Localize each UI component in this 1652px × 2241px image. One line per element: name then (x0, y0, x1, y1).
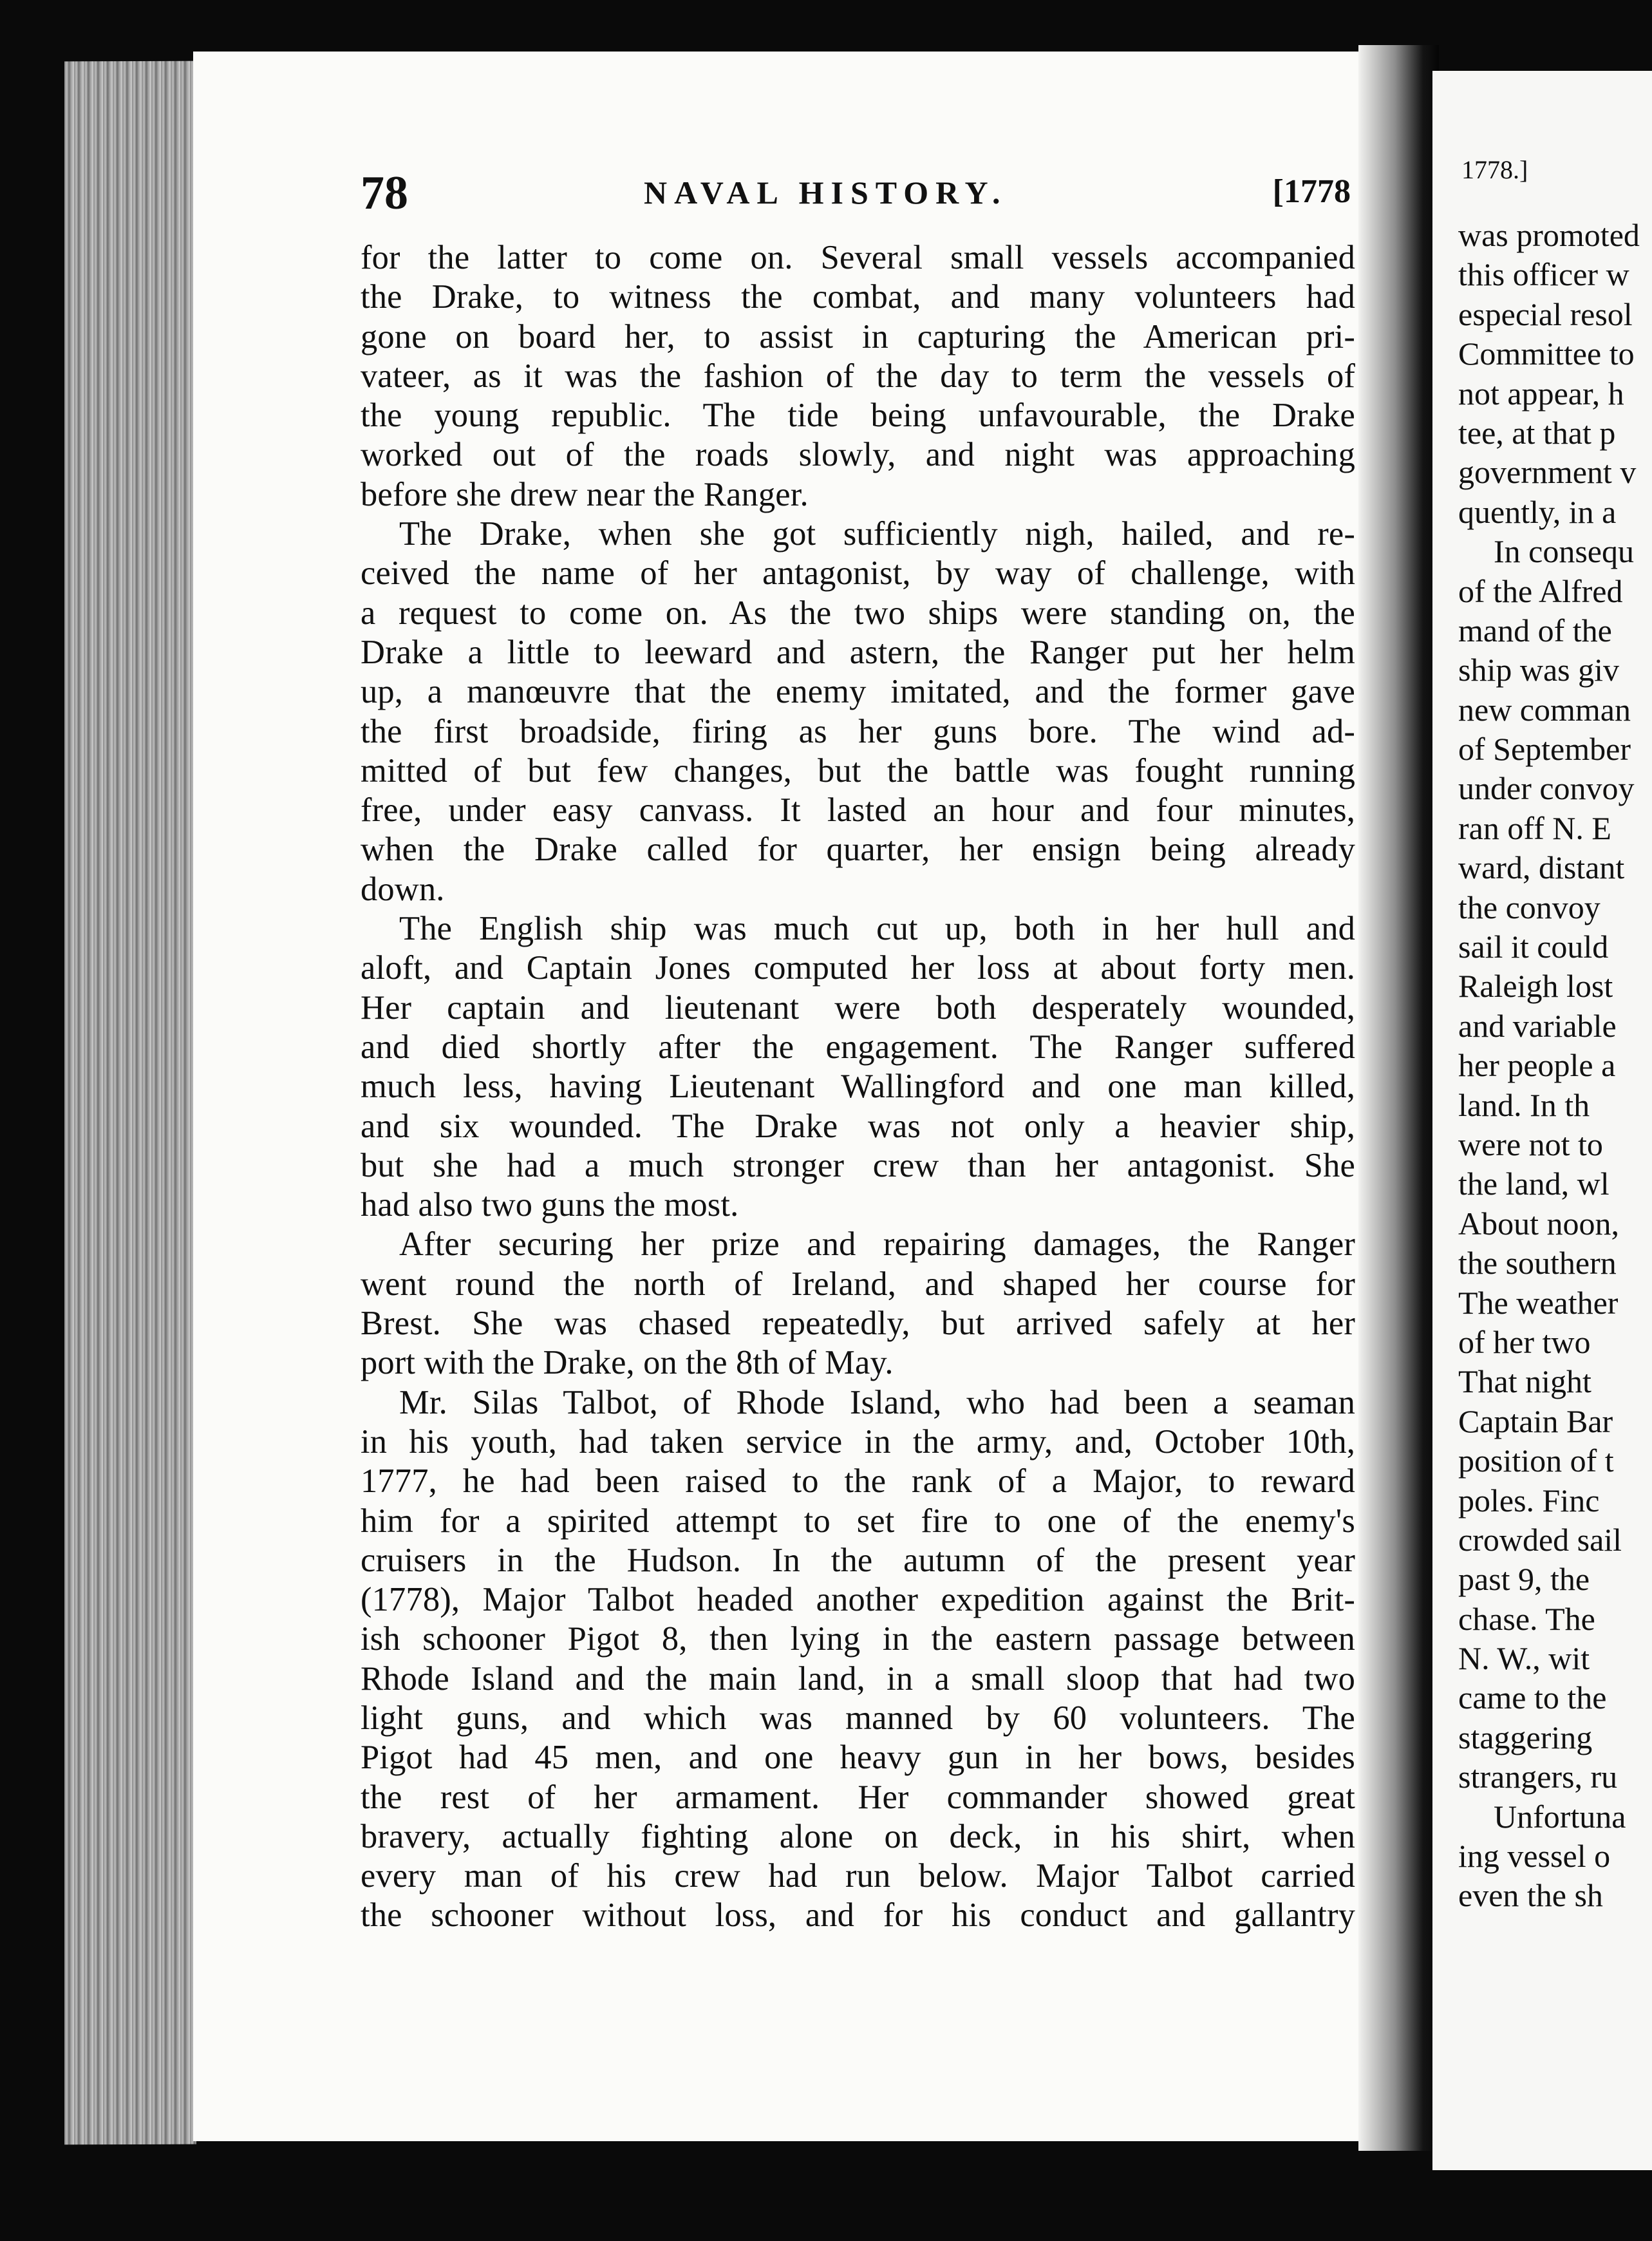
text-line: cruisers in the Hudson. In the autumn of the present year (361, 1541, 1355, 1579)
right-text-line: ship was giv (1458, 652, 1619, 688)
text-line: bravery, actually fighting alone on deck, in his shirt, when (361, 1817, 1355, 1855)
right-text-line: sail it could (1458, 929, 1609, 965)
text-line: aloft, and Captain Jones computed her loss at about forty men. (361, 949, 1355, 987)
right-text-line: and variable (1458, 1007, 1617, 1044)
right-text-line: ing vessel o (1458, 1838, 1611, 1875)
text-line: Brest. She was chased repeatedly, but arrived safely at her (361, 1305, 1355, 1343)
text-line: down. (361, 870, 445, 908)
text-line: mitted of but few changes, but the battle was fought running (361, 752, 1355, 790)
text-line: Mr. Silas Talbot, of Rhode Island, who had been a seaman (399, 1383, 1355, 1421)
text-line: and six wounded. The Drake was not only a heavier ship, (361, 1107, 1355, 1145)
text-line: port with the Drake, on the 8th of May. (361, 1344, 894, 1382)
right-text-line: crowded sail (1458, 1521, 1622, 1558)
page-header (361, 166, 1365, 220)
text-line: light guns, and which was manned by 60 volunteers. The (361, 1699, 1355, 1737)
right-text-line: new comman (1458, 691, 1631, 728)
text-line: vateer, as it was the fashion of the day to term the vessels of (361, 357, 1355, 395)
right-text-line: under convoy (1458, 770, 1635, 807)
right-text-line: this officer w (1458, 256, 1629, 293)
right-text-line: was promoted (1458, 217, 1640, 253)
text-line: ceived the name of her antagonist, by way of challenge, with (361, 554, 1355, 592)
text-line: the schooner without loss, and for his conduct and gallantry (361, 1896, 1355, 1934)
right-text-line: the land, wl (1458, 1166, 1610, 1202)
year-mark: [1778 (1272, 173, 1351, 210)
text-line: 1777, he had been raised to the rank of a Major, to reward (361, 1462, 1355, 1500)
page-number: 78 (361, 167, 408, 220)
right-text-line: were not to (1458, 1126, 1603, 1162)
right-text-line: Committee to (1458, 336, 1635, 372)
right-text-line: mand of the (1458, 612, 1612, 648)
text-line: in his youth, had taken service in the army, and, October 10th, (361, 1423, 1355, 1461)
right-text-line: ward, distant (1458, 849, 1625, 886)
text-line: Rhode Island and the main land, in a small sloop that had two (361, 1659, 1355, 1697)
right-text-line: came to the (1458, 1679, 1607, 1716)
right-text-line: ran off N. E (1458, 809, 1611, 846)
right-text-line: N. W., wit (1458, 1640, 1590, 1677)
text-line: went round the north of Ireland, and shaped her course for (361, 1265, 1355, 1303)
right-text-line: quently, in a (1458, 493, 1617, 530)
right-page-header: 1778.] (1461, 155, 1528, 184)
right-text-line: chase. The (1458, 1600, 1595, 1637)
text-line: before she drew near the Ranger. (361, 475, 809, 513)
right-text-line: especial resol (1458, 296, 1633, 332)
right-text-line: even the sh (1458, 1877, 1603, 1914)
right-text-line: of September (1458, 731, 1631, 768)
running-title: NAVAL HISTORY. (644, 175, 1008, 211)
right-text-line: staggering (1458, 1719, 1593, 1755)
text-line: free, under easy canvass. It lasted an hour and four minutes, (361, 791, 1355, 829)
text-line: every man of his crew had run below. Major Talbot carried (361, 1857, 1355, 1895)
right-text-line: In consequ (1494, 533, 1634, 570)
right-page-text (1458, 216, 1640, 1916)
text-line: up, a manœuvre that the enemy imitated, and the former gave (361, 673, 1355, 711)
text-line: the Drake, to witness the combat, and many volunteers had (361, 278, 1355, 316)
right-page (1432, 71, 1652, 2170)
text-line: Pigot had 45 men, and one heavy gun in her bows, besides (361, 1739, 1355, 1777)
right-text-line: Captain Bar (1458, 1403, 1613, 1439)
right-text-line: of her two (1458, 1323, 1591, 1360)
body-text (361, 238, 1355, 1936)
right-text-line: her people a (1458, 1047, 1616, 1084)
right-text-line: of the Alfred (1458, 572, 1623, 609)
right-text-line: tee, at that p (1458, 414, 1616, 451)
text-line: had also two guns the most. (361, 1186, 739, 1224)
text-line: a request to come on. As the two ships were standing on, the (361, 594, 1355, 632)
right-text-line: Raleigh lost (1458, 968, 1613, 1005)
page-edges (64, 61, 196, 2145)
right-text-line: poles. Finc (1458, 1482, 1600, 1518)
right-text-line: About noon, (1458, 1205, 1619, 1242)
text-line: the first broadside, firing as her guns bore. The wind ad- (361, 712, 1355, 750)
right-text-line: The weather (1458, 1284, 1619, 1321)
text-line: Drake a little to leeward and astern, the Ranger put her helm (361, 633, 1355, 671)
right-text-line: land. In th (1458, 1086, 1590, 1123)
text-line: the rest of her armament. Her commander showed great (361, 1778, 1355, 1816)
right-text-line: position of t (1458, 1442, 1614, 1479)
book-gutter (1358, 45, 1439, 2151)
text-line: for the latter to come on. Several small vessels accompanied (361, 239, 1355, 276)
text-line: gone on board her, to assist in capturing the American pri- (361, 317, 1355, 355)
text-line: After securing her prize and repairing damages, the Ranger (399, 1225, 1355, 1263)
right-text-line: past 9, the (1458, 1561, 1590, 1598)
text-line: The English ship was much cut up, both in her hull and (399, 910, 1355, 948)
right-text-line: not appear, h (1458, 375, 1624, 411)
text-line: The Drake, when she got sufficiently nigh, hailed, and re- (399, 515, 1355, 553)
text-line: him for a spirited attempt to set fire to one of the enemy's (361, 1502, 1355, 1540)
text-line: the young republic. The tide being unfavourable, the Drake (361, 397, 1355, 435)
text-line: but she had a much stronger crew than her antagonist. She (361, 1146, 1355, 1184)
text-line: when the Drake called for quarter, her ensign being already (361, 831, 1355, 869)
right-text-line: Unfortuna (1494, 1798, 1626, 1835)
text-line: and died shortly after the engagement. The Ranger suffered (361, 1028, 1355, 1066)
right-text-line: strangers, ru (1458, 1759, 1618, 1795)
right-text-line: That night (1458, 1363, 1591, 1400)
text-line: Her captain and lieutenant were both desperately wounded, (361, 988, 1355, 1026)
right-text-line: government v (1458, 454, 1637, 491)
right-text-line: the convoy (1458, 889, 1600, 925)
right-text-line: the southern (1458, 1245, 1617, 1281)
text-line: ish schooner Pigot 8, then lying in the eastern passage between (361, 1620, 1355, 1658)
text-line: much less, having Lieutenant Wallingford and one man killed, (361, 1068, 1355, 1106)
text-line: worked out of the roads slowly, and night was approaching (361, 436, 1355, 474)
text-line: (1778), Major Talbot headed another expedition against the Brit- (361, 1581, 1355, 1619)
